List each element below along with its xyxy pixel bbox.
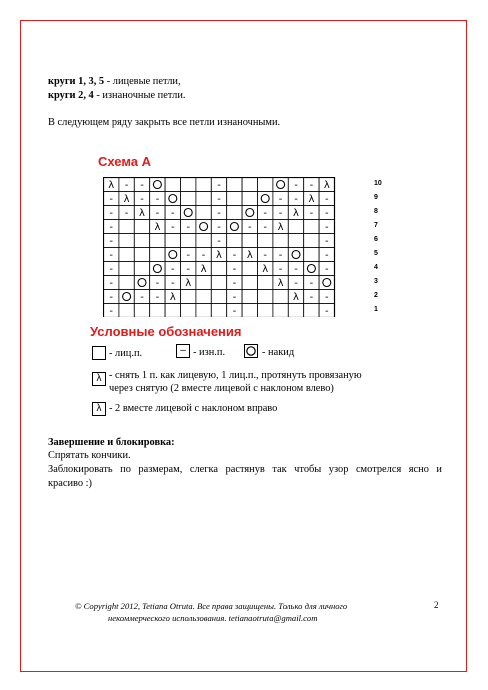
chart-cell	[273, 234, 288, 248]
intro-line-2	[48, 90, 185, 102]
purl-symbol: -	[217, 180, 221, 191]
scheme-title: Схема А	[98, 154, 152, 169]
purl-symbol: -	[109, 264, 114, 275]
purl-symbol: -	[155, 194, 160, 205]
chart-cell	[134, 304, 149, 318]
chart-cell	[304, 248, 319, 262]
chart-cell	[227, 206, 242, 220]
chart-cell	[242, 290, 257, 304]
purl-symbol: -	[232, 264, 237, 275]
purl-symbol: -	[232, 306, 237, 317]
row-number: 4	[374, 264, 378, 271]
purl-symbol: -	[155, 208, 160, 219]
purl-symbol: -	[217, 222, 221, 233]
chart-cell	[258, 178, 273, 192]
purl-symbol: -	[294, 180, 298, 191]
decrease-symbol: λ	[185, 278, 192, 289]
chart-cell	[181, 234, 196, 248]
purl-symbol: -	[124, 180, 129, 191]
knit-symbol-box	[92, 346, 106, 360]
purl-symbol: -	[170, 264, 175, 275]
legend-purl-label: - изн.п.	[193, 347, 226, 358]
legend-title: Условные обозначения	[90, 324, 242, 339]
chart-cell	[119, 262, 134, 276]
chart-cell	[134, 262, 149, 276]
intro-line-1	[48, 76, 181, 88]
chart-cell	[211, 304, 226, 318]
yarn-over-symbol-box	[244, 344, 258, 358]
decrease-symbol: λ	[323, 180, 330, 191]
chart-cell	[181, 178, 196, 192]
chart-cell	[258, 290, 273, 304]
chart-cell	[273, 304, 288, 318]
purl-symbol: -	[309, 208, 314, 219]
chart-cell	[227, 220, 242, 234]
purl-symbol: -	[294, 194, 298, 205]
purl-symbol: -	[324, 194, 329, 205]
scheme-chart	[103, 177, 351, 317]
page-number: 2	[434, 600, 439, 610]
chart-cell	[242, 178, 257, 192]
intro-purl-desc: - изнаночные петли.	[93, 90, 186, 101]
chart-cell	[288, 304, 303, 318]
decrease-symbol: λ	[277, 222, 284, 233]
chart-cell	[196, 290, 211, 304]
purl-symbol: -	[155, 278, 160, 289]
chart-cell	[134, 276, 149, 290]
purl-symbol: -	[109, 292, 114, 303]
skp-symbol-box: λ	[92, 372, 106, 386]
chart-cell	[165, 304, 180, 318]
legend-knit-label: - лиц.п.	[109, 348, 143, 359]
chart-cell	[119, 220, 134, 234]
purl-symbol: -	[170, 222, 175, 233]
purl-symbol: -	[109, 208, 114, 219]
purl-symbol: -	[232, 292, 237, 303]
chart-cell	[258, 276, 273, 290]
chart-cell	[196, 234, 211, 248]
intro-rounds-knit: круги 1, 3, 5	[48, 76, 105, 87]
purl-symbol: -	[170, 208, 175, 219]
copyright-line-1: © Copyright 2012, Tetiana Otruta. Все права защищены. Только для личного	[75, 601, 348, 611]
chart-cell	[258, 234, 273, 248]
decrease-symbol: λ	[169, 292, 176, 303]
chart-cell	[150, 178, 165, 192]
chart-cell	[196, 206, 211, 220]
purl-symbol: -	[140, 292, 144, 303]
purl-symbol: -	[309, 278, 314, 289]
purl-symbol: -	[278, 208, 283, 219]
decrease-symbol: λ	[262, 264, 269, 275]
row-number: 5	[374, 250, 378, 257]
chart-cell	[242, 262, 257, 276]
chart-cell	[258, 192, 273, 206]
finishing-line-3: красиво :)	[48, 478, 93, 489]
decrease-symbol: λ	[108, 180, 115, 191]
purl-symbol: -	[278, 264, 283, 275]
decrease-symbol: λ	[293, 292, 299, 303]
purl-symbol: -	[263, 222, 268, 233]
purl-symbol: -	[324, 208, 329, 219]
purl-symbol: -	[324, 250, 329, 261]
purl-symbol: -	[109, 306, 114, 317]
chart-cell	[196, 220, 211, 234]
purl-symbol: -	[109, 194, 114, 205]
chart-cell	[165, 248, 180, 262]
row-number: 9	[374, 194, 378, 201]
decrease-symbol: λ	[216, 250, 222, 261]
row-number: 7	[374, 222, 378, 229]
purl-symbol: -	[217, 194, 221, 205]
purl-symbol: -	[232, 278, 237, 289]
chart-cell	[181, 290, 196, 304]
chart-cell	[242, 304, 257, 318]
chart-cell	[181, 304, 196, 318]
purl-symbol: -	[294, 264, 298, 275]
purl-symbol: -	[109, 250, 114, 261]
purl-symbol: -	[109, 222, 114, 233]
purl-symbol: -	[278, 194, 283, 205]
row-number: 10	[374, 180, 382, 187]
purl-symbol: -	[324, 306, 329, 317]
chart-cell	[181, 206, 196, 220]
decrease-symbol: λ	[293, 208, 299, 219]
purl-symbol: -	[232, 250, 237, 261]
chart-cell	[196, 304, 211, 318]
chart-cell	[273, 290, 288, 304]
chart-cell	[258, 304, 273, 318]
chart-cell	[211, 262, 226, 276]
decrease-symbol: λ	[200, 264, 207, 275]
purl-symbol: -	[217, 236, 221, 247]
purl-symbol-box: –	[176, 344, 190, 358]
chart-cell	[304, 234, 319, 248]
purl-symbol: -	[124, 208, 129, 219]
legend-yarn-over-label: - накид	[262, 347, 295, 358]
decrease-symbol: λ	[277, 278, 284, 289]
row-number: 2	[374, 292, 378, 299]
chart-cell	[196, 276, 211, 290]
row-number: 1	[374, 306, 378, 313]
purl-symbol: -	[324, 236, 329, 247]
chart-cell	[227, 234, 242, 248]
purl-symbol: -	[186, 264, 191, 275]
chart-cell	[227, 178, 242, 192]
legend-skp-line-1: - снять 1 п. как лицевую, 1 лиц.п., протянуть провязаную	[109, 370, 362, 381]
chart-cell	[227, 192, 242, 206]
intro-knit-desc: - лицевые петли,	[104, 76, 181, 87]
purl-symbol: -	[186, 222, 191, 233]
row-number: 8	[374, 208, 378, 215]
chart-cell	[150, 304, 165, 318]
chart-cell	[119, 304, 134, 318]
chart-cell	[134, 234, 149, 248]
chart-cell	[150, 262, 165, 276]
purl-symbol: -	[109, 278, 114, 289]
purl-symbol: -	[186, 250, 191, 261]
chart-cell	[119, 234, 134, 248]
chart-cell	[165, 178, 180, 192]
purl-symbol: -	[263, 250, 268, 261]
chart-cell	[304, 304, 319, 318]
purl-symbol: -	[309, 180, 314, 191]
chart-cell	[242, 192, 257, 206]
chart-cell	[242, 206, 257, 220]
chart-cell	[119, 290, 134, 304]
legend-skp-line-2: через снятую (2 вместе лицевой с наклоном влево)	[109, 383, 334, 394]
k2tog-symbol-box: λ	[92, 402, 106, 416]
finishing-line-2: Заблокировать по размерам, слегка растянув так чтобы узор смотрелся ясно и	[48, 464, 442, 475]
purl-symbol: -	[140, 194, 144, 205]
chart-cell	[304, 262, 319, 276]
chart-cell	[165, 234, 180, 248]
chart-cell	[165, 192, 180, 206]
chart-cell	[181, 192, 196, 206]
chart-cell	[242, 234, 257, 248]
purl-symbol: -	[294, 278, 298, 289]
chart-cell	[134, 220, 149, 234]
purl-symbol: -	[217, 208, 221, 219]
chart-cell	[196, 192, 211, 206]
legend-k2tog-label: - 2 вместе лицевой с наклоном вправо	[109, 403, 278, 414]
purl-symbol: -	[140, 180, 144, 191]
purl-symbol: -	[263, 208, 268, 219]
chart-cell	[211, 290, 226, 304]
chart-cell	[150, 234, 165, 248]
yarn-over-icon	[245, 345, 257, 357]
chart-cell	[319, 276, 334, 290]
chart-cell	[119, 248, 134, 262]
chart-cell	[288, 234, 303, 248]
decrease-symbol: λ	[123, 194, 130, 205]
chart-cell	[304, 220, 319, 234]
decrease-symbol: λ	[154, 222, 161, 233]
purl-symbol: -	[324, 264, 329, 275]
decrease-symbol: λ	[308, 194, 315, 205]
finishing-title: Завершение и блокировка:	[48, 437, 175, 448]
chart-cell	[150, 248, 165, 262]
chart-cell	[211, 276, 226, 290]
decrease-symbol: λ	[139, 208, 145, 219]
copyright-line-2: некоммерческого использования. tetianaotruta@gmail.com	[108, 613, 318, 623]
chart-cell	[273, 178, 288, 192]
purl-symbol: -	[170, 278, 175, 289]
finishing-line-1: Спрятать кончики.	[48, 450, 131, 461]
purl-symbol: -	[109, 236, 114, 247]
purl-symbol: -	[155, 292, 160, 303]
chart-cell	[196, 178, 211, 192]
purl-symbol: -	[309, 292, 314, 303]
purl-symbol: -	[201, 250, 206, 261]
chart-cell	[288, 220, 303, 234]
row-number: 6	[374, 236, 378, 243]
purl-symbol: -	[247, 222, 252, 233]
chart-cell	[288, 248, 303, 262]
intro-rounds-purl: круги 2, 4	[48, 90, 94, 101]
purl-symbol: -	[324, 292, 329, 303]
row-number: 3	[374, 278, 378, 285]
chart-cell	[242, 276, 257, 290]
decrease-symbol: λ	[246, 250, 253, 261]
purl-symbol: -	[278, 250, 283, 261]
next-row-instruction: В следующем ряду закрыть все петли изнаночными.	[48, 117, 281, 128]
chart-cell	[119, 276, 134, 290]
purl-symbol: -	[324, 222, 329, 233]
chart-cell	[134, 248, 149, 262]
